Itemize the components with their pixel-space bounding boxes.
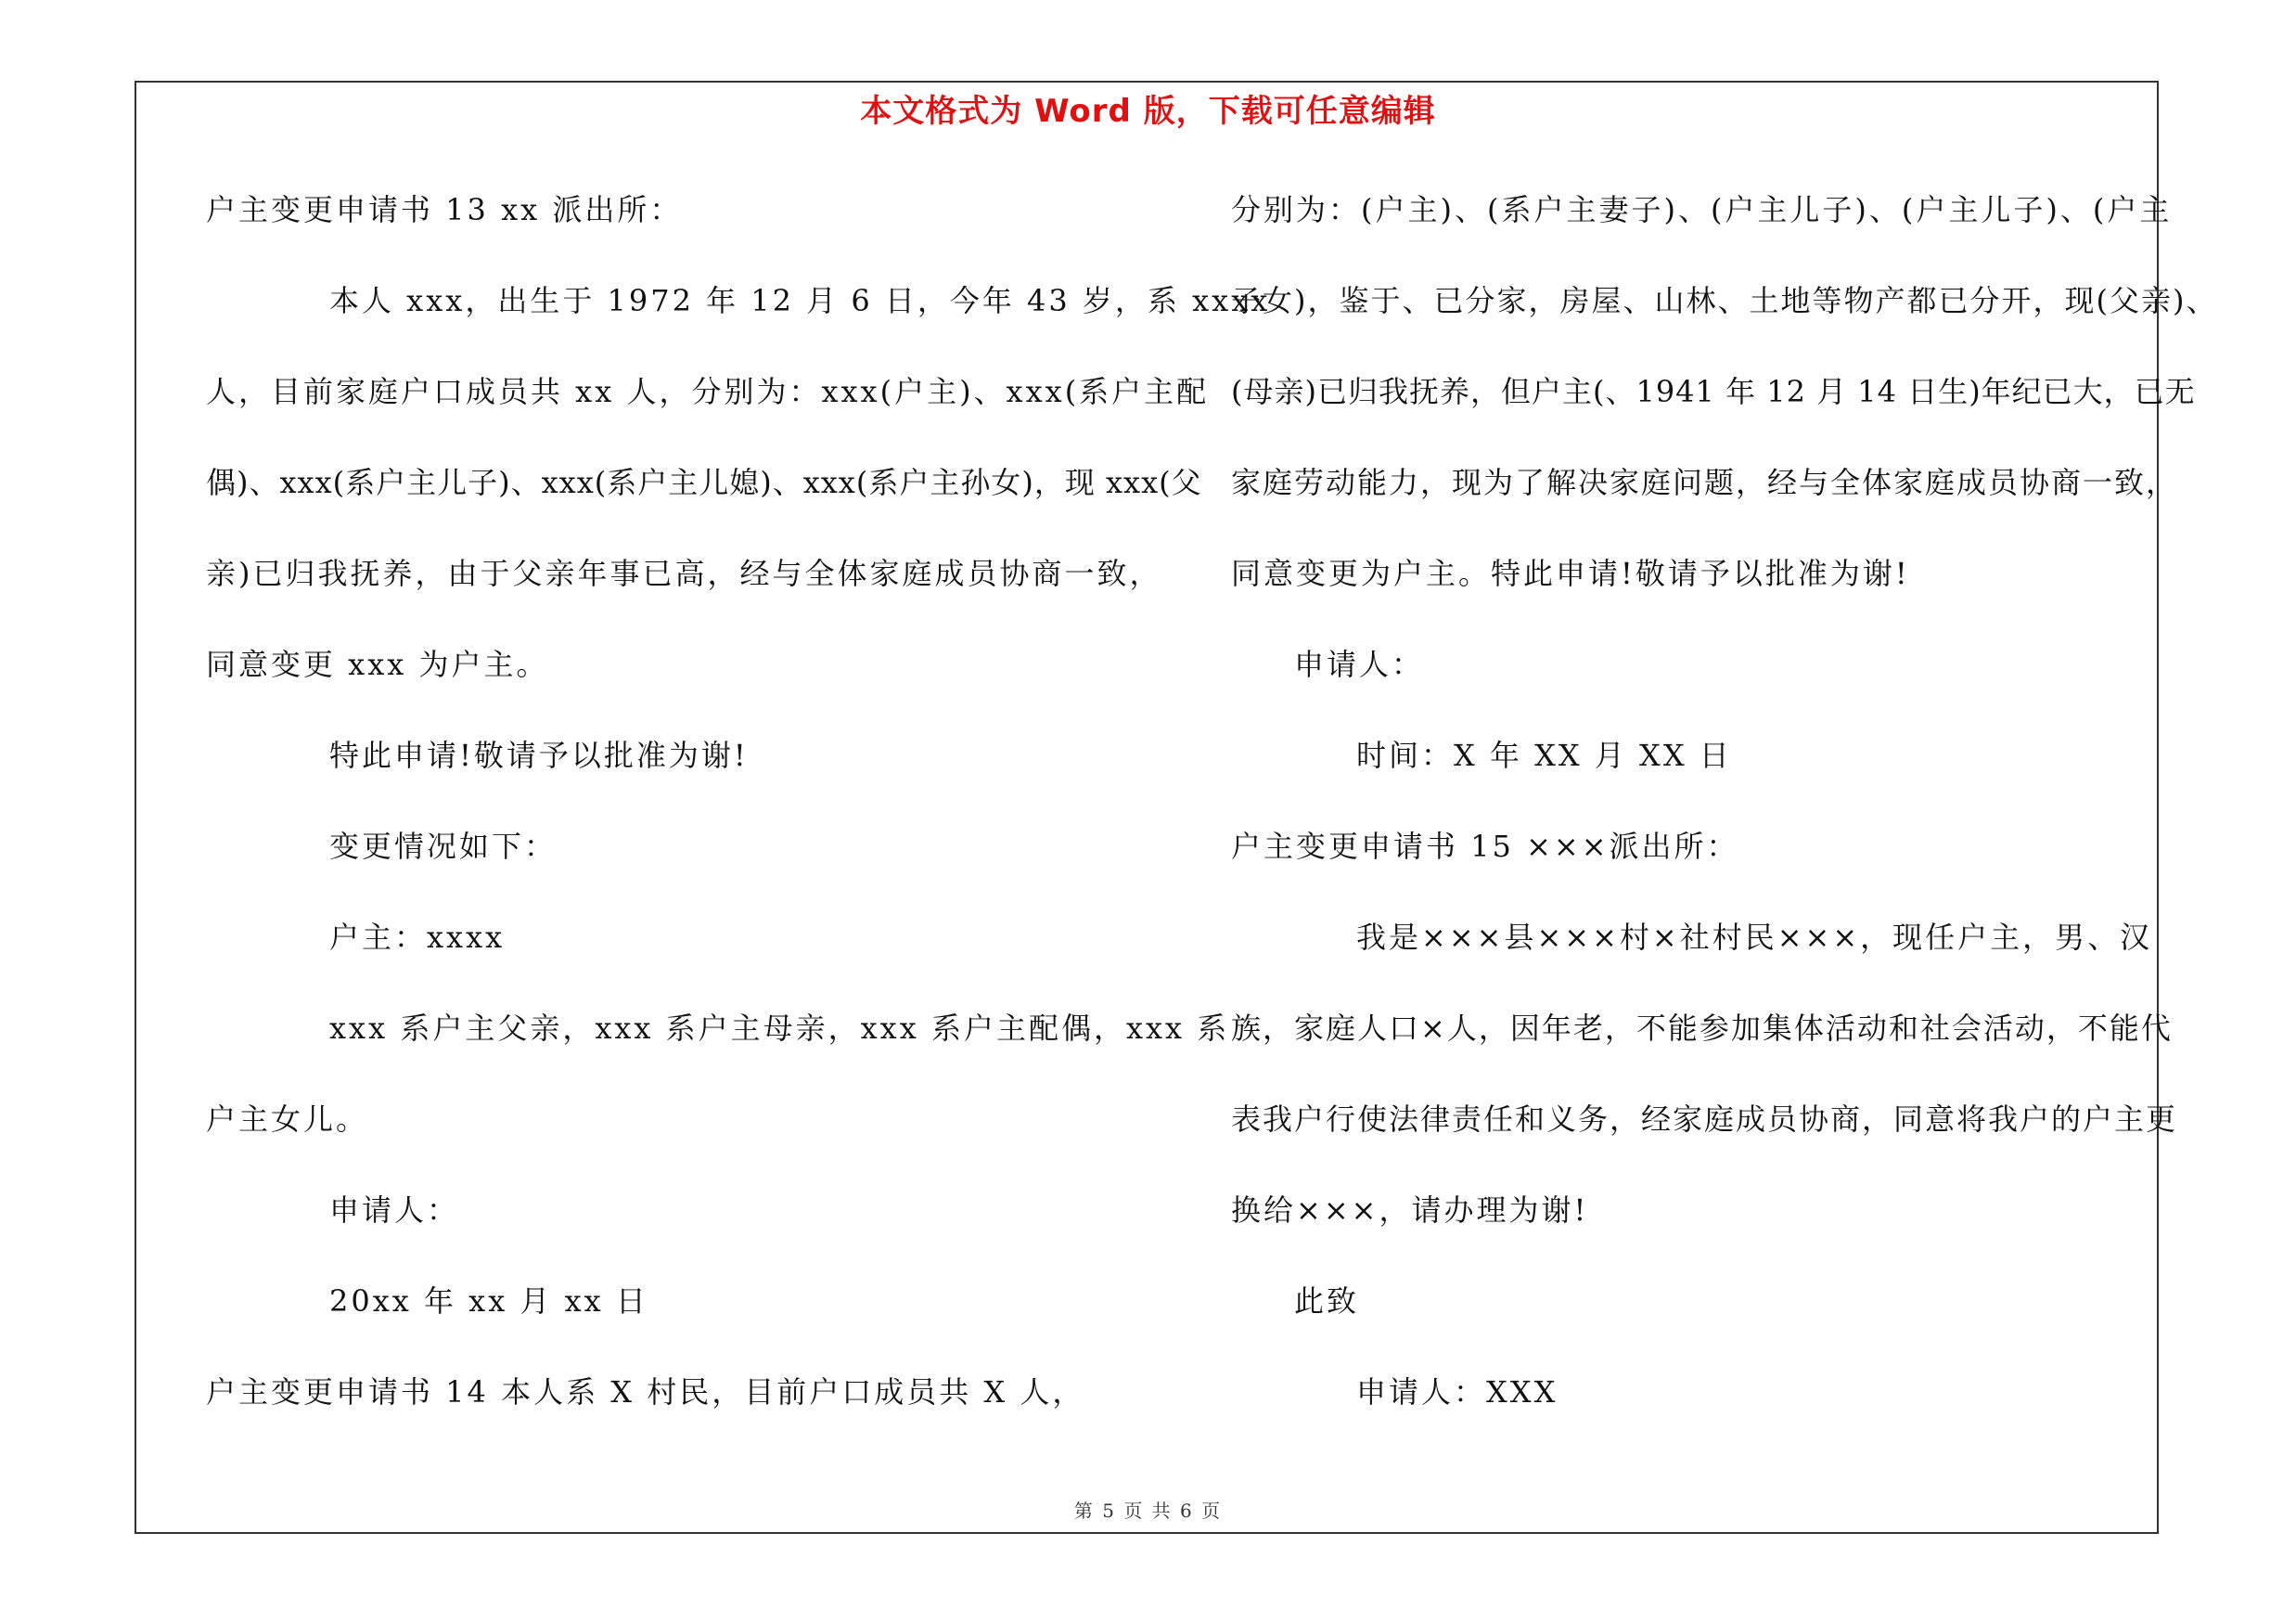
applicant-line: 申请人：: [329, 1192, 460, 1228]
paragraph-line: 偶)、xxx(系户主儿子)、xxx(系户主儿媳)、xxx(系户主孙女)，现 xxx(父: [206, 465, 1202, 500]
heading-line: 户主变更申请书 15 ×××派出所：: [1231, 829, 1739, 864]
format-notice-banner: 本文格式为 Word 版，下载可任意编辑: [860, 93, 1436, 130]
paragraph-line: 户主女儿。: [206, 1101, 369, 1137]
heading-line: 户主变更申请书 14 本人系 X 村民，目前户口成员共 X 人，: [206, 1374, 1085, 1410]
paragraph-line: 表我户行使法律责任和义务，经家庭成员协商，同意将我户的户主更: [1231, 1101, 2178, 1137]
heading-line: 户主变更申请书 13 xx 派出所：: [206, 192, 683, 227]
paragraph-line: 子女)，鉴于、已分家，房屋、山林、土地等物产都已分开，现(父亲)、: [1231, 283, 2218, 318]
date-line: 20xx 年 xx 月 xx 日: [329, 1283, 648, 1319]
date-line: 时间：X 年 XX 月 XX 日: [1356, 738, 1732, 773]
paragraph-line: 我是×××县×××村×社村民×××，现任户主，男、汉: [1356, 920, 2153, 955]
applicant-line: 申请人：XXX: [1356, 1374, 1558, 1410]
paragraph-line: 族，家庭人口×人，因年老，不能参加集体活动和社会活动，不能代: [1231, 1011, 2173, 1046]
paragraph-line: 变更情况如下：: [329, 829, 558, 864]
paragraph-line: 本人 xxx，出生于 1972 年 12 月 6 日，今年 43 岁，系 xxxx: [329, 283, 1271, 318]
paragraph-line: (母亲)已归我抚养，但户主(、1941 年 12 月 14 日生)年纪已大，已无: [1231, 374, 2196, 409]
applicant-line: 申请人：: [1294, 647, 1425, 682]
paragraph-line: xxx 系户主父亲，xxx 系户主母亲，xxx 系户主配偶，xxx 系: [329, 1011, 1230, 1046]
paragraph-line: 人，目前家庭户口成员共 xx 人，分别为：xxx(户主)、xxx(系户主配: [206, 374, 1210, 409]
paragraph-line: 家庭劳动能力，现为了解决家庭问题，经与全体家庭成员协商一致，: [1231, 465, 2178, 500]
paragraph-line: 户主：xxxx: [329, 920, 506, 955]
closing-line: 此致: [1294, 1283, 1360, 1319]
paragraph-line: 同意变更 xxx 为户主。: [206, 647, 549, 682]
paragraph-line: 亲)已归我抚养，由于父亲年事已高，经与全体家庭成员协商一致，: [206, 556, 1162, 591]
paragraph-line: 分别为：(户主)、(系户主妻子)、(户主儿子)、(户主儿子)、(户主: [1231, 192, 2173, 227]
paragraph-line: 特此申请!敬请予以批准为谢!: [329, 738, 749, 773]
paragraph-line: 换给×××，请办理为谢!: [1231, 1192, 1589, 1228]
page-number: 第 5 页 共 6 页: [1073, 1500, 1223, 1522]
paragraph-line: 同意变更为户主。特此申请!敬请予以批准为谢!: [1231, 556, 1910, 591]
